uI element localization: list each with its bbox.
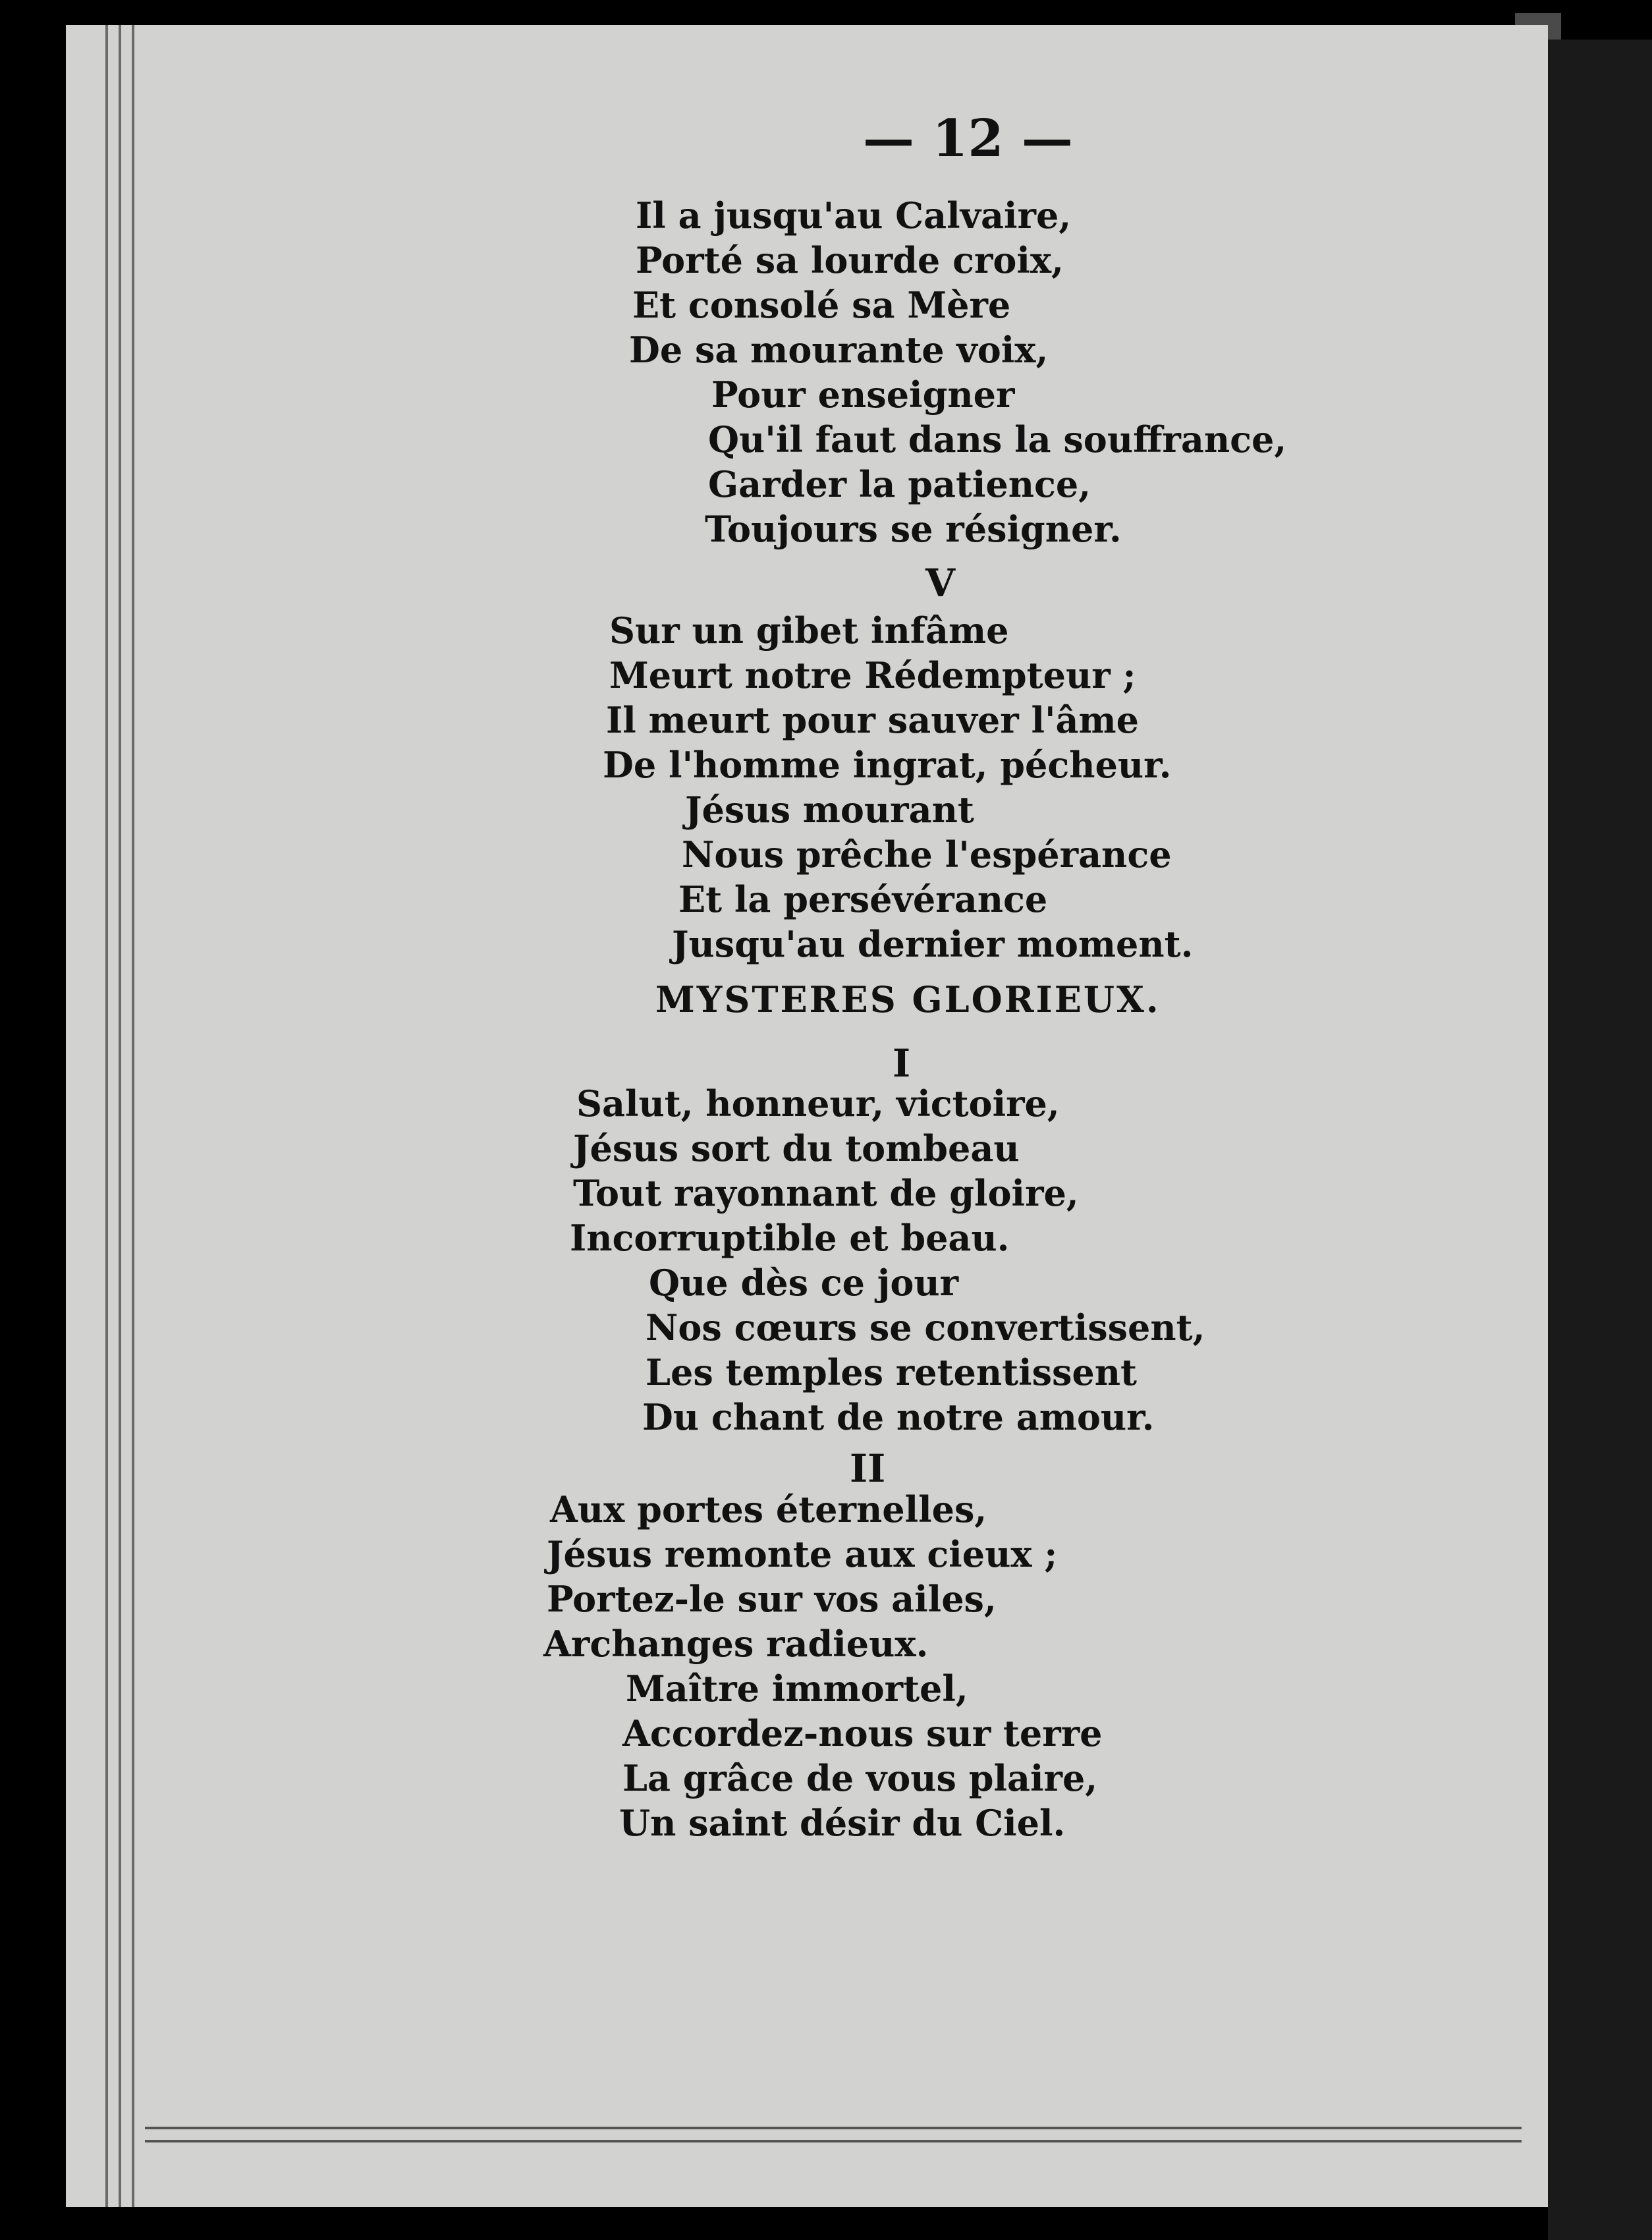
verse-line: Aux portes éternelles, (550, 1488, 987, 1530)
verse-line: Les temples retentissent (646, 1351, 1137, 1393)
section-heading: MYSTERES GLORIEUX. (655, 978, 1161, 1021)
verse-line: Jésus mourant (685, 789, 974, 831)
verse-line: Il meurt pour sauver l'âme (606, 699, 1139, 741)
verse-line: Accordez-nous sur terre (622, 1712, 1103, 1754)
verse-line: Toujours se résigner. (705, 508, 1122, 550)
verse-line: Jésus remonte aux cieux ; (547, 1533, 1058, 1575)
verse-line: Pour enseigner (711, 374, 1015, 416)
verse-line: Archanges radieux. (543, 1623, 929, 1665)
bottom-rule (145, 2127, 1522, 2129)
stanza-numeral: I (893, 1041, 911, 1086)
verse-line: Nous prêche l'espérance (682, 833, 1172, 876)
verse-line: Sur un gibet infâme (609, 609, 1009, 652)
verse-line: Et la persévérance (678, 878, 1048, 920)
verse-line: Un saint désir du Ciel. (619, 1802, 1066, 1844)
verse-line: Jésus sort du tombeau (573, 1127, 1020, 1169)
verse-line: Garder la patience, (708, 463, 1091, 505)
verse-line: Meurt notre Rédempteur ; (609, 654, 1136, 696)
verse-line: De sa mourante voix, (629, 329, 1049, 371)
page-number: — 12 — (863, 109, 1073, 169)
verse-line: Salut, honneur, victoire, (576, 1082, 1060, 1125)
verse-line: Jusqu'au dernier moment. (672, 923, 1194, 965)
verse-line: Tout rayonnant de gloire, (573, 1172, 1079, 1214)
margin-rule (105, 25, 108, 2207)
verse-line: Nos cœurs se convertissent, (646, 1306, 1205, 1349)
bottom-rule (145, 2140, 1522, 2142)
verse-line: La grâce de vous plaire, (622, 1757, 1098, 1799)
verse-line: Porté sa lourde croix, (636, 239, 1064, 281)
verse-line: Du chant de notre amour. (642, 1396, 1155, 1438)
verse-line: Et consolé sa Mère (632, 284, 1011, 326)
verse-line: Portez-le sur vos ailes, (547, 1578, 997, 1620)
margin-rule (132, 25, 134, 2207)
verse-line: Qu'il faut dans la souffrance, (708, 418, 1287, 461)
verse-line: Incorruptible et beau. (570, 1217, 1010, 1259)
margin-rule (119, 25, 121, 2207)
stanza-numeral: V (925, 561, 956, 605)
verse-line: De l'homme ingrat, pécheur. (603, 744, 1172, 786)
stanza-numeral: II (850, 1446, 886, 1491)
book-spine (1548, 40, 1652, 2240)
verse-line: Que dès ce jour (649, 1262, 959, 1304)
verse-line: Il a jusqu'au Calvaire, (636, 194, 1072, 237)
verse-line: Maître immortel, (626, 1667, 968, 1710)
